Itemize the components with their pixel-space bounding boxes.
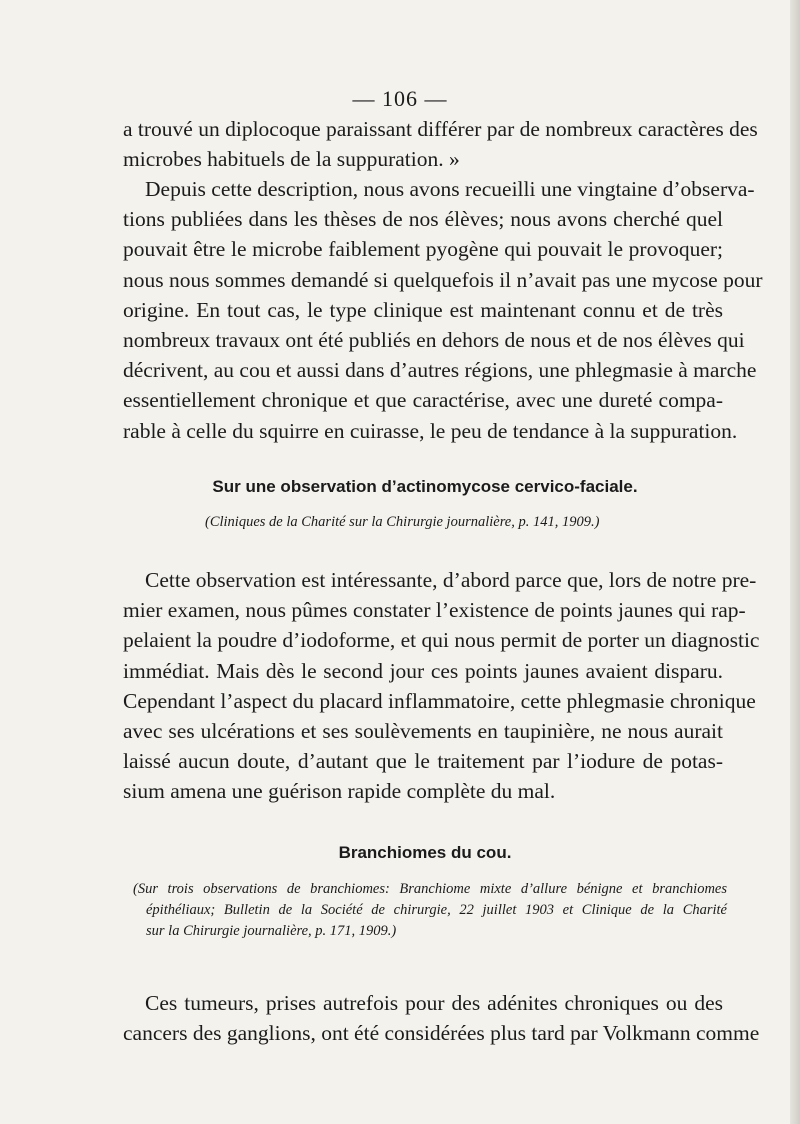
text-line: Cette observation est intéressante, d’abord parce que, lors de notre pre-	[145, 568, 757, 592]
paragraph-branchiomes	[123, 988, 760, 1048]
citation-line: épithéliaux; Bulletin de la Société de chirurgie, 22 juillet 1903 et Clinique de la Charité	[146, 902, 727, 918]
text-line: essentiellement chronique et que caractérise, avec une dureté compa-	[123, 388, 723, 413]
text-line: Ces tumeurs, prises autrefois pour des adénites chroniques ou des	[145, 991, 723, 1015]
section-source-citation	[133, 879, 727, 942]
text-line: décrivent, au cou et aussi dans d’autres régions, une phlegmasie à marche	[123, 358, 757, 383]
text-line: nombreux travaux ont été publiés en dehors de nous et de nos élèves qui	[123, 328, 745, 353]
text-line: Depuis cette description, nous avons recueilli une vingtaine d’observa-	[145, 177, 755, 201]
section-source-citation: (Cliniques de la Charité sur la Chirurgie journalière, p. 141, 1909.)	[205, 514, 600, 530]
citation-line: (Sur trois observations de branchiomes: Branchiome mixte d’allure bénigne et branchiomes	[133, 881, 727, 897]
text-line: pouvait être le microbe faiblement pyogène qui pouvait le provoquer;	[123, 237, 723, 262]
page-number: — 106 —	[352, 86, 448, 111]
text-line: nous nous sommes demandé si quelquefois il n’avait pas une mycose pour	[123, 267, 763, 292]
text-line: sium amena une guérison rapide complète du mal.	[123, 779, 556, 804]
paragraph-actinomycose	[123, 565, 760, 807]
text-line: laissé aucun doute, d’autant que le traitement par l’iodure de potas-	[123, 749, 723, 774]
text-line: mier examen, nous pûmes constater l’existence de points jaunes qui rap-	[123, 598, 746, 623]
section-heading-branchiomes: Branchiomes du cou.	[338, 843, 512, 862]
text-line: Cependant l’aspect du placard inflammatoire, cette phlegmasie chronique	[123, 688, 756, 713]
text-line: rable à celle du squirre en cuirasse, le peu de tendance à la suppuration.	[123, 418, 738, 443]
text-line: microbes habituels de la suppuration. »	[123, 147, 460, 172]
page-edge-shadow	[790, 0, 800, 1124]
paragraph-continuation	[123, 114, 758, 174]
text-line: a trouvé un diplocoque paraissant différer par de nombreux caractères des	[123, 117, 758, 141]
citation-line: sur la Chirurgie journalière, p. 171, 1909.)	[146, 923, 397, 939]
text-line: immédiat. Mais dès le second jour ces points jaunes avaient disparu.	[123, 658, 723, 683]
section-heading-actinomycose: Sur une observation d’actinomycose cervico-faciale.	[212, 477, 638, 496]
text-line: tions publiées dans les thèses de nos élèves; nous avons cherché quel	[123, 207, 723, 232]
text-line: pelaient la poudre d’iodoforme, et qui nous permit de porter un diagnostic	[123, 628, 760, 653]
paragraph-description	[123, 174, 763, 446]
text-line: cancers des ganglions, ont été considérées plus tard par Volkmann comme	[123, 1021, 760, 1046]
text-line: origine. En tout cas, le type clinique est maintenant connu et de très	[123, 297, 723, 322]
text-line: avec ses ulcérations et ses soulèvements en taupinière, ne nous aurait	[123, 719, 723, 744]
